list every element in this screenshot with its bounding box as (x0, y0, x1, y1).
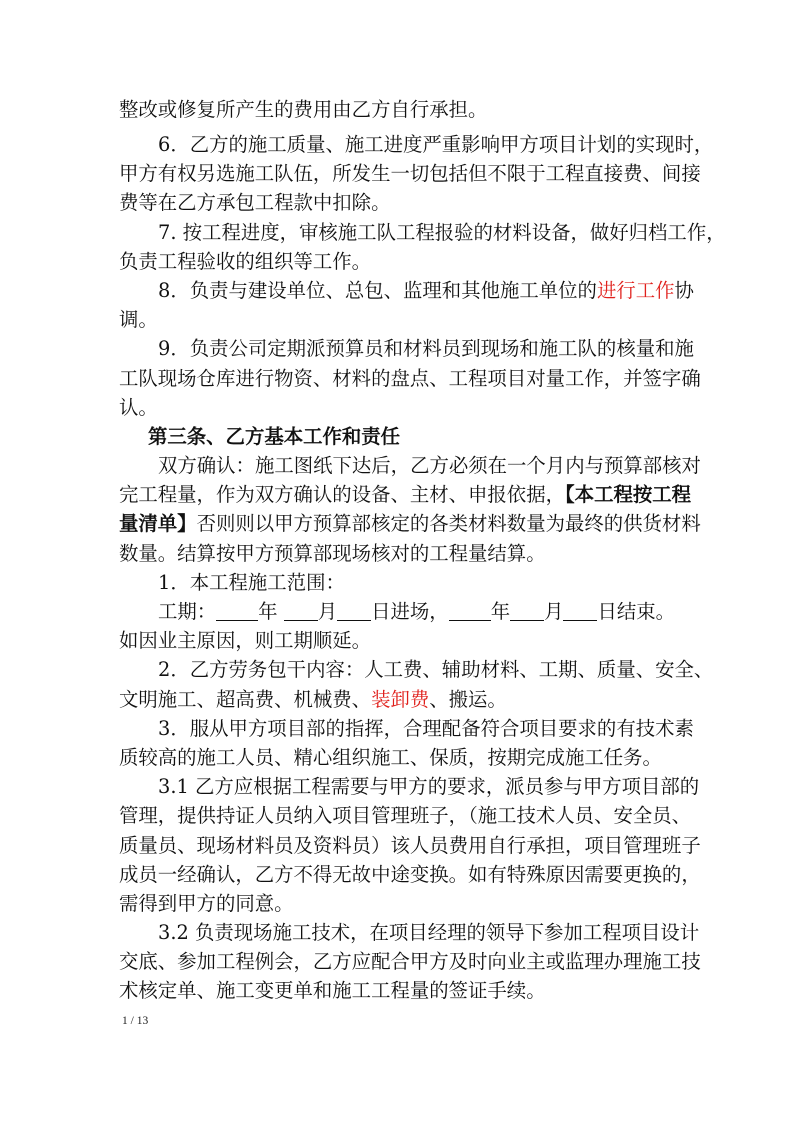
text-line (119, 393, 671, 422)
fill-in-blank (510, 600, 544, 621)
paragraph (119, 451, 701, 568)
paragraph (119, 568, 671, 597)
text-line (119, 860, 701, 889)
text-segment: 调。 (119, 308, 158, 332)
text-segment: 第三条、乙方基本工作和责任 (148, 424, 401, 448)
text-segment: 3．服从甲方项目部的指挥，合理配备符合项目要求的有技术素 (158, 716, 694, 740)
paragraph (119, 276, 694, 334)
text-line (119, 801, 692, 830)
text-line (119, 451, 701, 480)
text-segment: 8．负责与建设单位、总包、监理和其他施工单位的 (158, 278, 597, 302)
fill-in-blank (216, 600, 258, 621)
paragraph (119, 130, 714, 218)
text-segment: 月 (317, 600, 338, 623)
paragraph (119, 597, 676, 655)
fill-in-blank (337, 600, 371, 621)
text-segment: 工队现场仓库进行物资、材料的盘点、工程项目对量工作，并签字确 (119, 366, 701, 390)
text-segment: 3.2 负责现场施工技术，在项目经理的领导下参加工程项目设计 (158, 921, 700, 945)
text-segment: 交底、参加工程例会，乙方应配合甲方及时向业主或监理办理施工技 (119, 950, 701, 974)
text-line (119, 918, 700, 947)
text-line (119, 188, 671, 217)
text-line (119, 159, 701, 188)
text-segment: 费等在乙方承包工程款中扣除。 (119, 191, 391, 215)
text-line (119, 947, 701, 976)
fill-in-blank (449, 600, 491, 621)
highlighted-text: 进行工作 (596, 278, 675, 302)
text-line (119, 539, 671, 568)
text-line (119, 714, 694, 743)
text-segment: 6．乙方的施工质量、施工进度严重影响甲方项目计划的实现时， (158, 133, 714, 156)
text-segment: 年 (490, 600, 511, 623)
highlighted-text: 装卸费 (371, 687, 430, 711)
text-segment: 完工程量，作为双方确认的设备、主材、申报依据， (119, 483, 565, 507)
text-segment: 双方确认：施工图纸下达后，乙方必须在一个月内与预算部核对 (158, 454, 701, 478)
text-line (119, 276, 694, 305)
paragraph (119, 772, 701, 918)
text-segment: 质量员、现场材料员及资料员）该人员费用自行承担，项目管理班子 (119, 833, 701, 857)
text-line (119, 95, 671, 130)
text-segment: 如因业主原因，则工期顺延。 (119, 629, 372, 653)
text-segment: 年 (258, 600, 284, 623)
text-segment: 质较高的施工人员、精心组织施工、保质，按期完成施工任务。 (119, 745, 662, 769)
bold-text: 量清单】 (119, 512, 197, 536)
text-segment: 工期： (158, 600, 217, 623)
text-line (119, 597, 676, 626)
document-body (119, 95, 726, 1006)
paragraph (119, 918, 701, 1006)
text-segment: 术核定单、施工变更单和施工工程量的签证手续。 (119, 979, 546, 1003)
text-segment: 管理，提供持证人员纳入项目管理班子，（施工技术人员、安全员、 (119, 804, 692, 828)
text-segment: 负责工程验收的组织等工作。 (119, 249, 372, 273)
text-line (119, 130, 714, 159)
text-segment: 月 (544, 600, 564, 623)
text-segment: 、搬运。 (429, 687, 507, 711)
text-segment: 1．本工程施工范围： (158, 570, 345, 594)
text-line (119, 247, 671, 276)
text-segment: 3.1 乙方应根据工程需要与甲方的要求，派员参与甲方项目部的 (158, 775, 700, 799)
paragraph (119, 714, 694, 772)
text-segment: 成员一经确认，乙方不得无故中途变换。如有特殊原因需要更换的， (119, 862, 701, 886)
text-segment: 2．乙方劳务包干内容：人工费、辅助材料、工期、质量、安全、 (158, 658, 714, 682)
text-segment: 9．负责公司定期派预算员和材料员到现场和施工队的核量和施 (158, 337, 694, 361)
text-line (119, 831, 701, 860)
text-segment: 否则则以甲方预算部核定的各类材料数量为最终的供货材料 (196, 512, 701, 536)
text-line (119, 743, 671, 772)
text-segment: 日进场， (371, 600, 449, 623)
text-line (119, 626, 671, 655)
text-line (119, 480, 692, 509)
fill-in-blank (563, 600, 597, 621)
paragraph (119, 95, 671, 130)
text-segment: 7. 按工程进度，审核施工队工程报验的材料设备，做好归档工作， (158, 220, 726, 244)
text-segment: 数量。结算按甲方预算部现场核对的工程量结算。 (119, 541, 546, 565)
bold-text: 【本工程按工程 (564, 483, 692, 507)
text-line (119, 889, 671, 918)
text-line (119, 509, 701, 538)
text-segment: 认。 (119, 395, 158, 419)
text-segment: 日结束。 (597, 600, 676, 623)
paragraph (119, 655, 714, 713)
text-line (119, 334, 694, 363)
text-segment: 整改或修复所产生的费用由乙方自行承担。 (119, 98, 488, 121)
page-number: 1 / 13 (122, 1015, 149, 1027)
paragraph (119, 334, 701, 422)
text-segment: 甲方有权另选施工队伍，所发生一切包括但不限于工程直接费、间接 (119, 162, 701, 186)
text-line (119, 422, 671, 451)
text-segment: 需得到甲方的同意。 (119, 891, 294, 915)
text-line (119, 772, 700, 801)
text-line (119, 305, 671, 334)
text-segment: 协 (674, 278, 694, 302)
text-line (119, 655, 714, 684)
text-segment: 文明施工、超高费、机械费、 (119, 687, 372, 711)
paragraph (119, 218, 726, 276)
text-line (119, 685, 671, 714)
section-heading (119, 422, 671, 451)
fill-in-blank (284, 600, 318, 621)
text-line (119, 218, 726, 247)
text-line (119, 364, 701, 393)
text-line (119, 976, 671, 1005)
text-line (119, 568, 671, 597)
